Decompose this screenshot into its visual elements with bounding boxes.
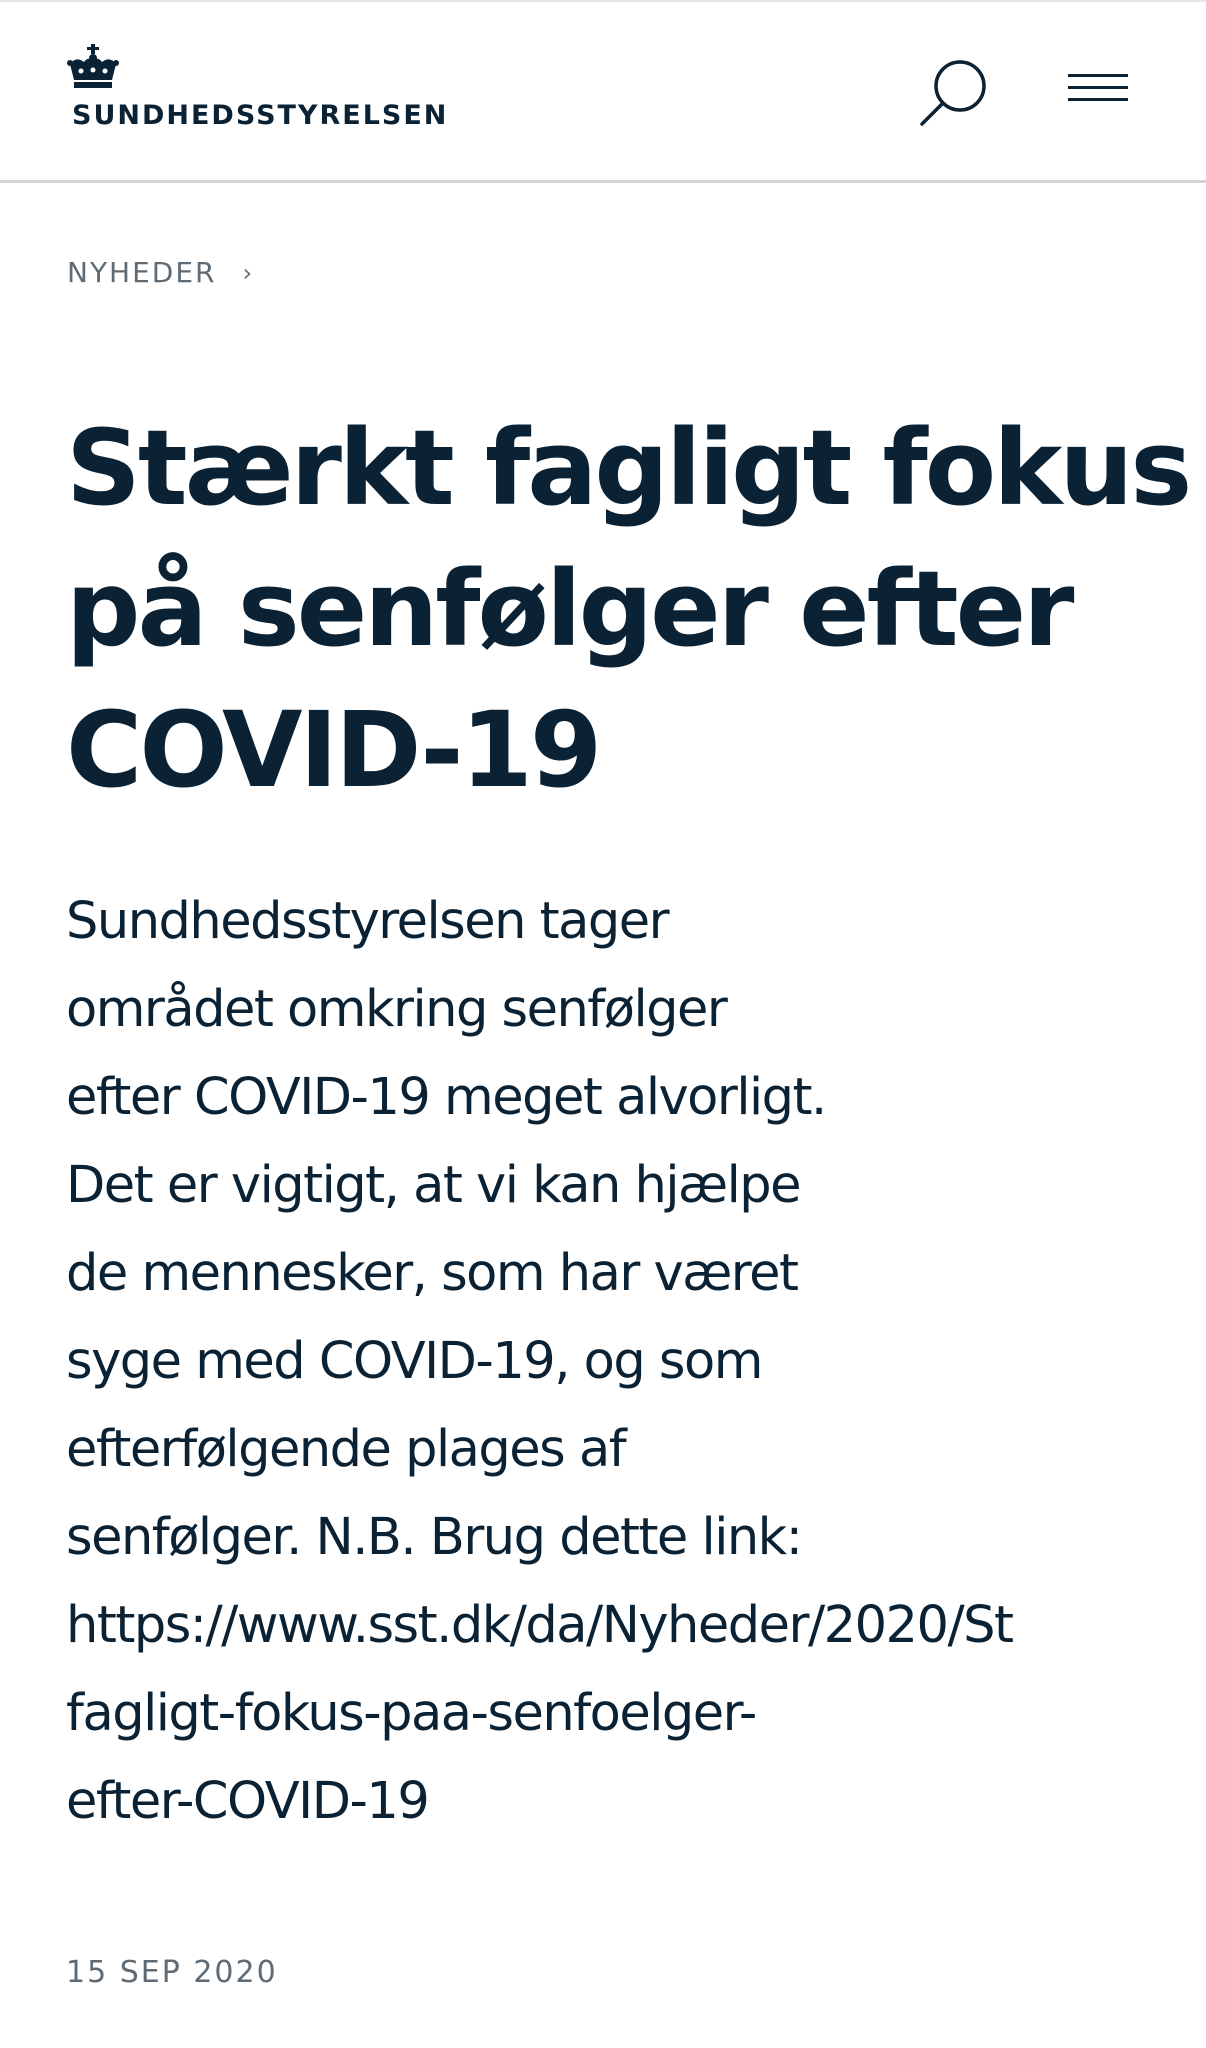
lead-line: Det er vigtigt, at vi kan hjælpe bbox=[66, 1156, 801, 1215]
search-icon bbox=[916, 54, 992, 130]
chevron-right-icon: › bbox=[242, 258, 255, 287]
page-title-text: Stærkt fagligt fokus på senfølger efter COVID-19 bbox=[66, 407, 1190, 811]
link-line: https://www.sst.dk/da/Nyheder/2020/St bbox=[66, 1596, 1013, 1655]
link-line: fagligt-fokus-paa-senfoelger- bbox=[66, 1684, 756, 1743]
lead-line: området omkring senfølger bbox=[66, 980, 727, 1039]
lead-line: syge med COVID-19, og som bbox=[66, 1332, 762, 1391]
article-lead bbox=[66, 878, 1206, 1846]
search-button[interactable] bbox=[916, 54, 992, 130]
site-header bbox=[0, 0, 1206, 183]
article-link[interactable] bbox=[66, 1596, 1013, 1831]
menu-button[interactable] bbox=[1062, 66, 1130, 112]
lead-line: de mennesker, som har været bbox=[66, 1244, 798, 1303]
crown-icon bbox=[66, 44, 120, 92]
page-title bbox=[66, 398, 1190, 821]
site-logo[interactable] bbox=[66, 44, 449, 134]
publish-date: 15 SEP 2020 bbox=[66, 1955, 278, 1990]
lead-line: senfølger. N.B. Brug dette link: bbox=[66, 1508, 802, 1567]
breadcrumb-item-nyheder[interactable]: NYHEDER bbox=[67, 256, 217, 289]
link-line: efter-COVID-19 bbox=[66, 1772, 429, 1831]
lead-line: efter COVID-19 meget alvorligt. bbox=[66, 1068, 826, 1127]
brand-name: SUNDHEDSSTYRELSEN bbox=[72, 100, 449, 131]
breadcrumb bbox=[67, 256, 254, 289]
lead-line: efterfølgende plages af bbox=[66, 1420, 626, 1479]
lead-line: Sundhedsstyrelsen tager bbox=[66, 892, 669, 951]
